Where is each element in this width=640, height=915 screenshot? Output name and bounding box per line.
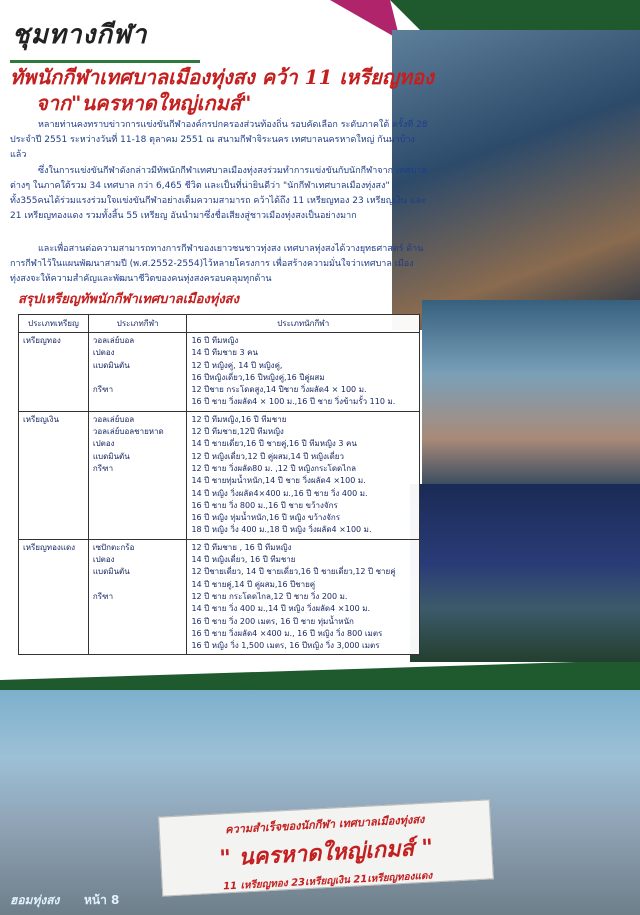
athlete-category-cell: 16 ปี ทีมหญิง 14 ปี ทีมชาย 3 คน 12 ปี หญิงคู่, 14 ปี หญิงคู่, 16 ปีหญิงเดี่ยว,16 ปีหญิงคู่,16 ปีคู่ผสม 12 ปีชาย กระโดดสูง,14 ปีชาย วิ่งผลัด4 × 100 ม. 16 ปี ชาย วิ่งผลัด4 × 100 ม.,16 ปี ชาย วิ่งข้ามรั้ว 110 ม. [187,333,420,412]
stadium-night-photo [410,484,640,662]
medal-type-cell: เหรียญทอง [19,333,89,412]
award-stage-photo [422,300,640,485]
section-title: ชุมทางกีฬา [12,20,148,50]
athlete-category-cell: 12 ปี ทีมชาย , 16 ปี ทีมหญิง 14 ปี หญิงเดี่ยว, 16 ปี ทีมชาย 12 ปีชายเดี่ยว, 14 ปี ชายเดี่ยว,16 ปี ชายเดี่ยว,12 ปี ชายคู่ 14 ปี ชายคู่,14 ปี คู่ผสม,16 ปีชายคู่ 12 ปี ชาย กระโดดไกล,12 ปี ชาย วิ่ง 200 ม. 14 ปี ชาย วิ่ง 400 ม.,14 ปี หญิง วิ่งผลัด4 ×100 ม. 16 ปี ชาย วิ่ง 200 เมตร, 16 ปี ชาย ทุ่มน้ำหนัก 16 ปี ชาย วิ่งผลัด4 ×400 ม., 16 ปี หญิง วิ่ง 800 เมตร 16 ปี หญิง วิ่ง 1,500 เมตร, 16 ปีหญิง วิ่ง 3,000 เมตร [187,539,420,655]
athlete-category-cell: 12 ปี ทีมหญิง,16 ปี ทีมชาย 12 ปี ทีมชาย,12ปี ทีมหญิง 14 ปี ชายเดี่ยว,16 ปี ชายคู่,16 ปี ทีมหญิง 3 คน 12 ปี หญิงเดี่ยว,12 ปี คู่ผสม,14 ปี หญิงเดี่ยว 12 ปี ชาย วิ่งผลัด80 ม. ,12 ปี หญิงกระโดดไกล 14 ปี ชายทุ่มน้ำหนัก,14 ปี ชาย วิ่งผลัด4 ×100 ม. 14 ปี หญิง วิ่งผลัด4×400 ม.,16 ปี ชาย วิ่ง 400 ม. 16 ปี ชาย วิ่ง 800 ม.,16 ปี ชาย ขว้างจักร 16 ปี หญิง ทุ่มน้ำหนัก,16 ปี หญิง ขว้างจักร 18 ปี หญิง วิ่ง 400 ม.,18 ปี หญิง วิ่งผลัด4 ×100 ม. [187,411,420,539]
medal-summary-heading: สรุปเหรียญทัพนักกีฬาเทศบาลเมืองทุ่งสง [18,292,239,307]
table-header-row [19,315,420,333]
magazine-name: ฮอมทุ่งสง [10,893,60,907]
article-paragraph-1: หลายท่านคงทราบข่าวการแข่งขันกีฬาองค์กรปกครองส่วนท้องถิ่น รอบคัดเลือก ระดับภาคใต้ ครั้งที่ 28 ประจำปี 2551 ระหว่างวันที่ 11-18 ตุลาคม 2551 ณ สนามกีฬาจิระนคร เทศบาลนครหาดใหญ่ กันมาบ้างแล้ว [10,120,428,160]
column-header-medal: ประเภทเหรียญ [19,315,89,333]
table-row [19,411,420,539]
sport-type-cell: เซปักตะกร้อ เปตอง แบดมินตัน กรีฑา [88,539,187,655]
victory-banner [158,799,494,896]
medal-type-cell: เหรียญเงิน [19,411,89,539]
medal-type-cell: เหรียญทองแดง [19,539,89,655]
banner-line-1: ความสำเร็จของนักกีฬา เทศบาลเมืองทุ่งสง [224,812,425,837]
banner-line-2: " นครหาดใหญ่เกมส์ " [218,834,434,872]
sport-type-cell: วอลเล่ย์บอล วอลเล่ย์บอลชายหาด เปตอง แบดมินตัน กรีฑา [88,411,187,539]
table-row [19,539,420,655]
title-underline [10,60,200,63]
page-number: หน้า 8 [84,893,120,907]
medal-summary-table [18,314,420,655]
article-paragraph-3: และเพื่อสานต่อความสามารถทางการกีฬาของเยาวชนชาวทุ่งสง เทศบาลทุ่งสงได้วางยุทธศาสตร์ ด้านการกีฬาไว้ในแผนพัฒนาสามปี (พ.ศ.2552-2554)ไว้หลายโครงการ เพื่อสร้างความมั่นใจว่าเทศบาล เมืองทุ่งสงจะให้ความสำคัญและพัฒนาชีวิตของคนทุ่งสงครอบคลุมทุกด้าน [10,244,424,284]
headline-line-1: ทัพนักกีฬาเทศบาลเมืองทุ่งสง คว้า 11 เหรียญทอง [10,65,434,89]
table-row [19,333,420,412]
column-header-athletes: ประเภทนักกีฬา [187,315,420,333]
headline-line-2: จาก"นครหาดใหญ่เกมส์" [36,91,252,115]
article-paragraph-2: ซึ่งในการแข่งขันกีฬาดังกล่าวมีทัพนักกีฬาเทศบาลเมืองทุ่งสงร่วมทำการแข่งขันกับนักกีฬาจาก เทศบาลต่างๆ ในภาคใต้รวม 34 เทศบาล กว่า 6,465 ชีวิต และเป็นที่น่ายินดีว่า "นักกีฬาเทศบาลเมืองทุ่งสง" ทั้ง355คนได้ร่วมแรงร่วมใจแข่งขันกีฬาอย่างเต็มความสามารถ คว้าได้ถึง 11 เหรียญทอง 23 เหรียญเงิน และ 21 เหรียญทองแดง รวมทั้งสิ้น 55 เหรียญ อันนำมาซึ่งชื่อเสียงสู่ชาวเมืองทุ่งสงเป็นอย่างมาก [10,166,427,221]
column-header-sport: ประเภทกีฬา [88,315,187,333]
sport-type-cell: วอลเล่ย์บอล เปตอง แบดมินตัน กรีฑา [88,333,187,412]
headline [10,64,480,116]
banner-line-3: 11 เหรียญทอง 23เหรียญเงิน 21เหรียญทองแดง [222,870,433,893]
